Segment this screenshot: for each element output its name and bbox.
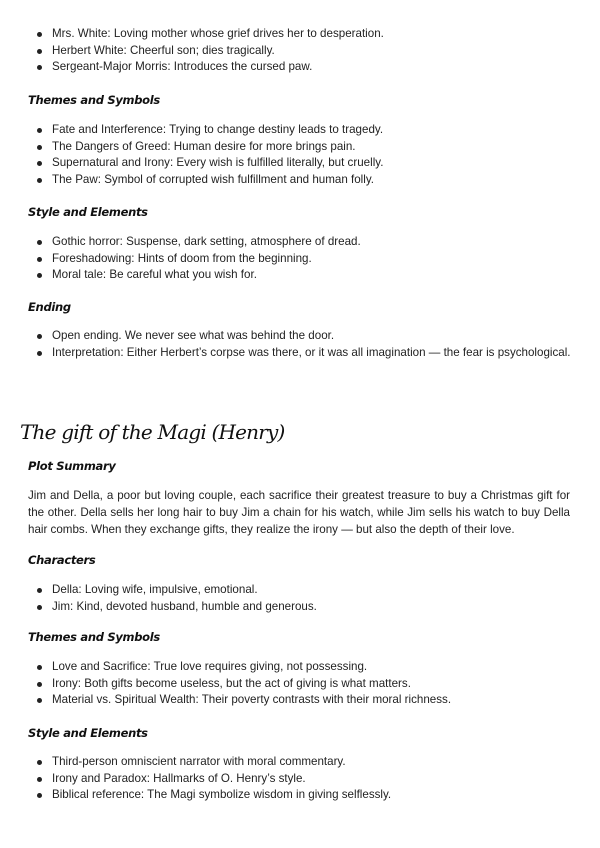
list-item: Supernatural and Irony: Every wish is fulfilled literally, but cruelly. (34, 155, 574, 172)
list-item: Interpretation: Either Herbert’s corpse was there, or it was all imagination — the fear is psychological. (34, 345, 574, 362)
list-item: Foreshadowing: Hints of doom from the beginning. (34, 251, 574, 268)
list-item: Material vs. Spiritual Wealth: Their poverty contrasts with their moral richness. (34, 692, 574, 709)
section-heading-themes: Themes and Symbols (28, 93, 160, 107)
list-item: Irony: Both gifts become useless, but the act of giving is what matters. (34, 676, 574, 693)
list-item: Jim: Kind, devoted husband, humble and generous. (34, 599, 574, 616)
plot-summary-text: Jim and Della, a poor but loving couple, each sacrifice their greatest treasure to buy a Christmas gift for the other. Della sells her long hair to buy Jim a chain for his watch, while Jim sells his watch to buy Della hair combs. When they exchange gifts, they realize the irony — but also the depth of their love. (28, 489, 570, 536)
ending-list (34, 328, 574, 361)
characters-list (34, 582, 574, 615)
list-item: The Dangers of Greed: Human desire for more brings pain. (34, 139, 574, 156)
style-list (34, 234, 574, 284)
section-heading-ending: Ending (28, 300, 71, 314)
list-item: Moral tale: Be careful what you wish for. (34, 267, 574, 284)
list-item: Love and Sacrifice: True love requires giving, not possessing. (34, 659, 574, 676)
list-item: The Paw: Symbol of corrupted wish fulfillment and human folly. (34, 172, 574, 189)
list-item: Gothic horror: Suspense, dark setting, atmosphere of dread. (34, 234, 574, 251)
list-item: Third-person omniscient narrator with moral commentary. (34, 754, 574, 771)
list-item: Fate and Interference: Trying to change destiny leads to tragedy. (34, 122, 574, 139)
list-item: Biblical reference: The Magi symbolize wisdom in giving selflessly. (34, 787, 574, 804)
list-item: Herbert White: Cheerful son; dies tragically. (34, 43, 574, 60)
section-heading-characters: Characters (28, 553, 96, 567)
themes-list (34, 659, 574, 709)
story-title: The gift of the Magi (Henry) (20, 420, 285, 444)
list-item: Della: Loving wife, impulsive, emotional. (34, 582, 574, 599)
list-item: Irony and Paradox: Hallmarks of O. Henry’s style. (34, 771, 574, 788)
section-heading-plot: Plot Summary (28, 459, 116, 473)
list-item: Sergeant-Major Morris: Introduces the cursed paw. (34, 59, 574, 76)
section-heading-style: Style and Elements (28, 205, 148, 219)
section-heading-style: Style and Elements (28, 726, 148, 740)
characters-list (34, 26, 574, 76)
list-item: Open ending. We never see what was behind the door. (34, 328, 574, 345)
style-list (34, 754, 574, 804)
list-item: Mrs. White: Loving mother whose grief drives her to desperation. (34, 26, 574, 43)
themes-list (34, 122, 574, 188)
section-heading-themes: Themes and Symbols (28, 630, 160, 644)
